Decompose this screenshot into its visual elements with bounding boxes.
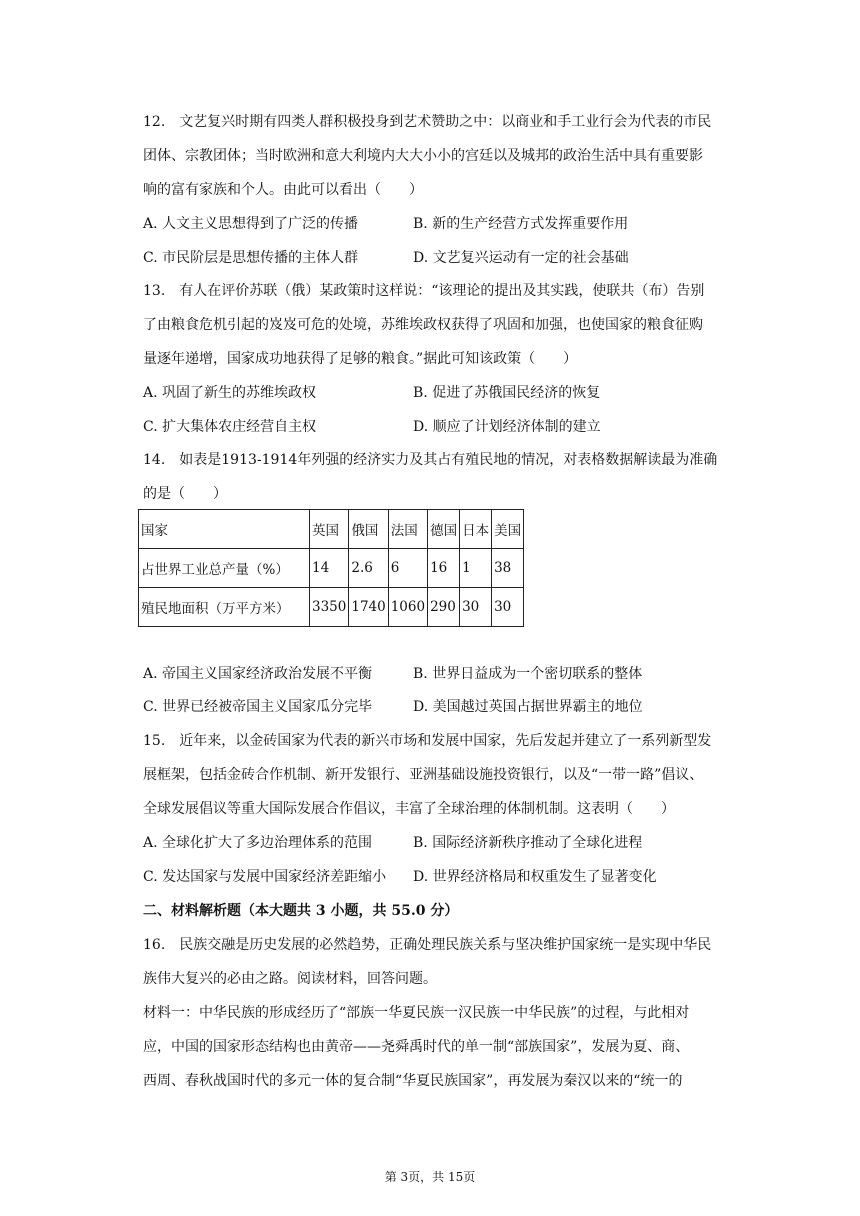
- text-line: 12. 文艺复兴时期有四类人群积极投身到艺术赞助之中：以商业和手工业行会为代表的市民: [143, 114, 712, 130]
- table-cell: 德国: [428, 510, 460, 549]
- table-cell: 2.6: [349, 549, 388, 588]
- option-d[interactable]: D. 顺应了计划经济体制的建立: [413, 419, 601, 435]
- question-12-options-row-1: [143, 207, 763, 241]
- economy-colony-table: [138, 509, 524, 627]
- table-header-row: [139, 510, 524, 549]
- option-b[interactable]: B. 新的生产经营方式发挥重要作用: [413, 216, 629, 232]
- table-cell: 俄国: [349, 510, 388, 549]
- text-line: 展框架，包括金砖合作机制、新开发银行、亚洲基础设施投资银行，以及“一带一路”倡议、: [143, 767, 704, 783]
- question-13-options-row-2: [143, 410, 763, 444]
- table-cell: 1: [460, 549, 492, 588]
- question-13-stem: [143, 274, 763, 376]
- table-cell: 38: [492, 549, 524, 588]
- table-cell: 法国: [388, 510, 427, 549]
- page-number: 第 3页，共 15页: [384, 1170, 476, 1184]
- option-c[interactable]: C. 扩大集体农庄经营自主权: [143, 419, 317, 435]
- table-cell: 290: [428, 588, 460, 627]
- option-a[interactable]: A. 巩固了新生的苏维埃政权: [143, 385, 317, 401]
- text-line: 的是（ ）: [143, 486, 227, 502]
- option-a[interactable]: A. 人文主义思想得到了广泛的传播: [143, 216, 359, 232]
- option-a[interactable]: A. 全球化扩大了多边治理体系的范围: [143, 835, 373, 851]
- question-14-stem: [143, 443, 763, 511]
- text-line: 西周、春秋战国时代的多元一体的复合制“华夏民族国家”，再发展为秦汉以来的“统一的: [143, 1073, 683, 1089]
- section-title: 二、材料解析题（本大题共 3 小题，共 55.0 分）: [143, 903, 459, 919]
- table-cell: 30: [460, 588, 492, 627]
- option-d[interactable]: D. 文艺复兴运动有一定的社会基础: [413, 250, 629, 266]
- text-line: 15. 近年来，以金砖国家为代表的新兴市场和发展中国家，先后发起并建立了一系列新型发: [143, 733, 712, 749]
- option-b[interactable]: B. 国际经济新秩序推动了全球化进程: [413, 835, 643, 851]
- text-line: 响的富有家族和个人。由此可以看出（ ）: [143, 182, 423, 198]
- text-line: 16. 民族交融是历史发展的必然趋势，正确处理民族关系与坚决维护国家统一是实现中华民: [143, 937, 712, 953]
- question-15-options-row-1: [143, 826, 763, 860]
- text-line: 13. 有人在评价苏联（俄）某政策时这样说：“该理论的提出及其实践，使联共（布）告别: [143, 283, 705, 299]
- table-row: [139, 549, 524, 588]
- option-c[interactable]: C. 发达国家与发展中国家经济差距缩小: [143, 869, 387, 885]
- option-c[interactable]: C. 世界已经被帝国主义国家瓜分完毕: [143, 699, 373, 715]
- question-13-options-row-1: [143, 376, 763, 410]
- table-cell: 美国: [492, 510, 524, 549]
- question-15-options-row-2: [143, 860, 763, 894]
- table-cell: 16: [428, 549, 460, 588]
- question-12-stem: [143, 105, 763, 207]
- table-cell: 1740: [349, 588, 388, 627]
- text-line: 族伟大复兴的必由之路。阅读材料，回答问题。: [143, 971, 437, 987]
- table-cell: 殖民地面积（万平方米）: [139, 588, 310, 627]
- question-16-material: [143, 996, 763, 1098]
- text-line: 应，中国的国家形态结构也由黄帝——尧舜禹时代的单一制“部族国家”，发展为夏、商、: [143, 1039, 690, 1055]
- option-d[interactable]: D. 美国越过英国占据世界霸主的地位: [413, 699, 643, 715]
- option-b[interactable]: B. 世界日益成为一个密切联系的整体: [413, 666, 643, 682]
- text-line: 量逐年递增，国家成功地获得了足够的粮食。”据此可知该政策（ ）: [143, 351, 578, 367]
- question-15-stem: [143, 724, 763, 826]
- option-a[interactable]: A. 帝国主义国家经济政治发展不平衡: [143, 666, 373, 682]
- text-line: 全球发展倡议等重大国际发展合作倡议，丰富了全球治理的体制机制。这表明（ ）: [143, 801, 675, 817]
- option-c[interactable]: C. 市民阶层是思想传播的主体人群: [143, 250, 359, 266]
- table-cell: 国家: [139, 510, 310, 549]
- text-line: 团体、宗教团体；当时欧洲和意大利境内大大小小的宫廷以及城邦的政治生活中具有重要影: [143, 148, 703, 164]
- table-cell: 1060: [388, 588, 427, 627]
- table-cell: 日本: [460, 510, 492, 549]
- table-cell: 30: [492, 588, 524, 627]
- table-row: [139, 588, 524, 627]
- option-b[interactable]: B. 促进了苏俄国民经济的恢复: [413, 385, 601, 401]
- question-12-options-row-2: [143, 241, 763, 275]
- table-cell: 占世界工业总产量（%）: [139, 549, 310, 588]
- question-16-stem: [143, 928, 763, 996]
- question-14-options-row-1: [143, 657, 763, 691]
- table-cell: 3350: [310, 588, 349, 627]
- table-cell: 14: [310, 549, 349, 588]
- question-14-options-row-2: [143, 690, 763, 724]
- table-cell: 6: [388, 549, 427, 588]
- text-line: 了由粮食危机引起的岌岌可危的处境，苏维埃政权获得了巩固和加强，也使国家的粮食征购: [143, 317, 703, 333]
- table-cell: 英国: [310, 510, 349, 549]
- text-line: 14. 如表是1913-1914年列强的经济实力及其占有殖民地的情况，对表格数据解读最为准确: [143, 452, 718, 468]
- text-line: 材料一：中华民族的形成经历了“部族一华夏民族一汉民族一中华民族”的过程，与此相对: [143, 1005, 690, 1021]
- option-d[interactable]: D. 世界经济格局和权重发生了显著变化: [413, 869, 657, 885]
